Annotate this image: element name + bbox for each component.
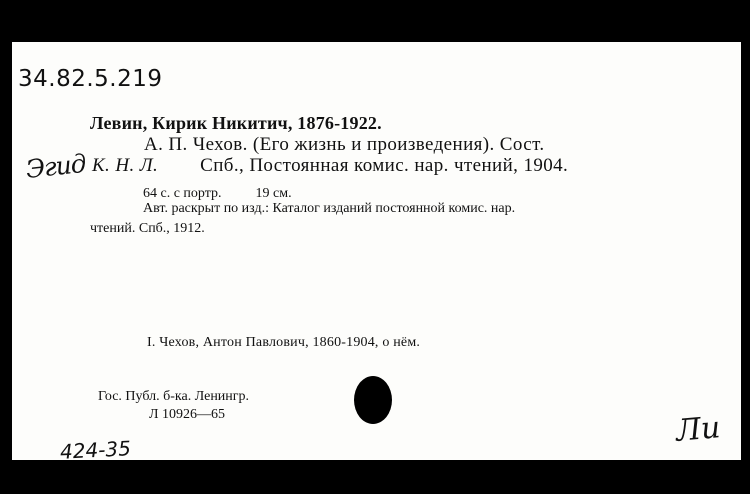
size: 19 см. <box>255 186 292 201</box>
handwritten-sigla: Эгид <box>24 148 87 184</box>
call-number: 34.82.5.219 <box>18 66 163 92</box>
author-heading: Левин, Кирик Никитич, 1876-1922. <box>90 113 382 133</box>
ink-stamp-blot <box>354 376 392 424</box>
note-line-2: чтений. Спб., 1912. <box>90 221 205 236</box>
catalog-card <box>12 42 741 464</box>
card-number: Л 10926—65 <box>149 407 225 422</box>
library-name: Гос. Публ. б-ка. Ленингр. <box>98 389 250 404</box>
imprint: Спб., Постоянная комис. нар. чтений, 1904. <box>200 155 569 176</box>
title-line-1: А. П. Чехов. (Его жизнь и произведения). Сост. <box>144 134 545 155</box>
collation <box>143 187 292 201</box>
inventory-number: 424-35 <box>59 436 132 464</box>
subject-heading: I. Чехов, Антон Павлович, 1860-1904, о нём. <box>147 335 421 350</box>
compiler-initials: К. Н. Л. <box>92 155 159 176</box>
pages: 64 с. с портр. <box>143 186 222 201</box>
note-line-1: Авт. раскрыт по изд.: Каталог изданий постоянной комис. нар. <box>143 201 516 216</box>
handwritten-initials: Ли <box>674 410 722 449</box>
title-line-2 <box>92 156 568 175</box>
